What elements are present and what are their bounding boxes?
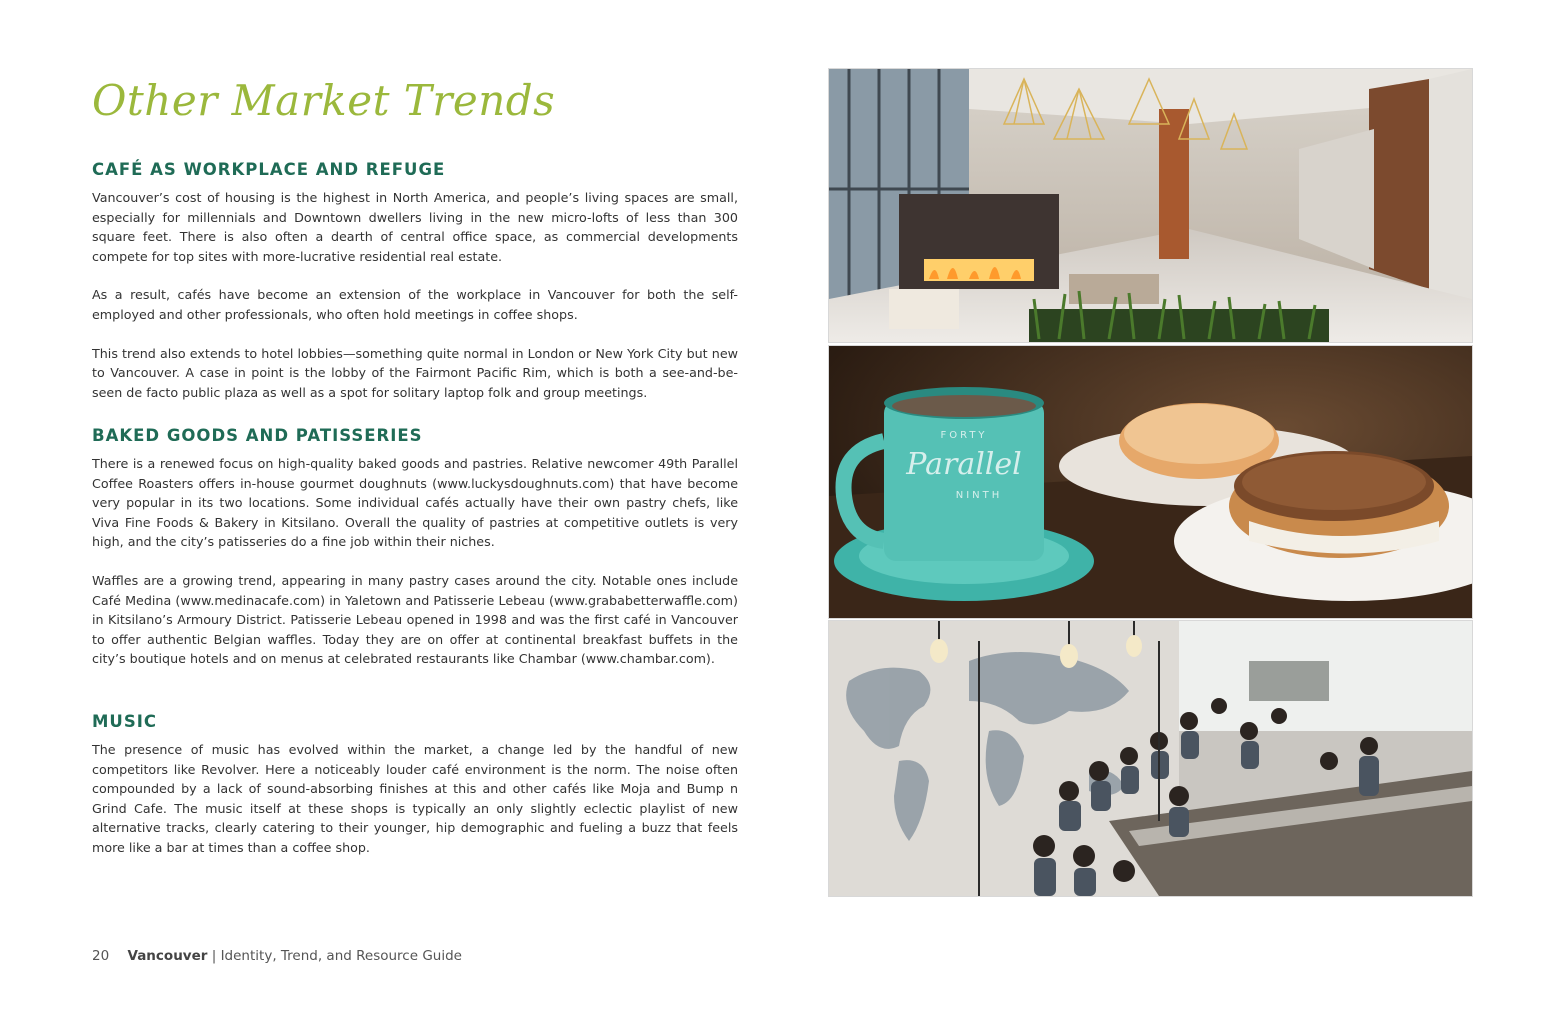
section-heading: BAKED GOODS AND PATISSERIES — [92, 426, 423, 445]
paragraph: This trend also extends to hotel lobbies—something quite normal in London or New York City but new to Vancouver. A case in point is the lobby of the Fairmont Pacific Rim, which is both a see-and-be-seen de facto public plaza as well as a spot for solitary laptop folk and group meetings. — [92, 345, 738, 400]
footer-subtitle: Identity, Trend, and Resource Guide — [220, 948, 462, 964]
page-footer — [92, 946, 462, 966]
section-baked-goods — [92, 424, 738, 688]
paragraph: Waffles are a growing trend, appearing in many pastry cases around the city. Notable ones include Café Medina (www.medinacafe.com) in Yaletown and Patisserie Lebeau (www.grababetterwaffle.com) in Kitsilano’s Armoury District. Patisserie Lebeau opened in 1998 and was the first café in Vancouver to offer authentic Belgian waffles. Today they are on offer at continental breakfast buffets in the city’s boutique hotels and on menus at celebrated restaurants like Chambar (www.chambar.com). — [92, 572, 738, 667]
footer-brand: Vancouver — [127, 948, 208, 964]
section-music — [92, 710, 738, 877]
paragraph: Vancouver’s cost of housing is the highest in North America, and people’s living spaces are small, especially for millennials and Downtown dwellers living in the new micro-lofts of less than 300 square feet. There is also often a dearth of central office space, as commercial developments compete for top sites with more-lucrative residential real estate. — [92, 190, 738, 264]
page-number: 20 — [92, 948, 110, 964]
mug-text-bottom: NINTH — [955, 490, 1003, 501]
section-heading: CAFÉ AS WORKPLACE AND REFUGE — [92, 160, 446, 179]
busy-cafe-photo — [829, 621, 1472, 896]
mug-text-top: FORTY — [940, 430, 988, 441]
paragraph: The presence of music has evolved within the market, a change led by the handful of new competitors like Revolver. Here a noticeably louder café environment is the norm. The noise often compounded by a lack of sound-absorbing finishes at this and other cafés like Moja and Bump n Grind Cafe. The music itself at these shops is typically an only slightly eclectic playlist of new alternative tracks, clearly catering to their younger, hip demographic and fueling a buzz that feels more like a bar at times than a coffee shop. — [92, 742, 738, 855]
hotel-lobby-photo — [829, 69, 1472, 342]
page-title: Other Market Trends — [92, 76, 556, 125]
footer-separator: | — [211, 948, 217, 964]
mug-text-main: Parallel — [906, 447, 1022, 482]
section-heading: MUSIC — [92, 712, 157, 731]
section-cafe-workplace — [92, 158, 738, 421]
coffee-doughnuts-photo — [829, 346, 1472, 618]
paragraph: As a result, cafés have become an extension of the workplace in Vancouver for both the self-employed and other professionals, who often hold meetings in coffee shops. — [92, 287, 738, 322]
paragraph: There is a renewed focus on high-quality baked goods and pastries. Relative newcomer 49th Parallel Coffee Roasters offers in-house gourmet doughnuts (www.luckysdoughnuts.com) that have become very popular in its two locations. Some individual cafés actually have their own pastry chefs, like Viva Fine Foods & Bakery in Kitsilano. Overall the quality of pastries at competitive outlets is very high, and the city’s patisseries do a fine job within their niches. — [92, 456, 738, 550]
